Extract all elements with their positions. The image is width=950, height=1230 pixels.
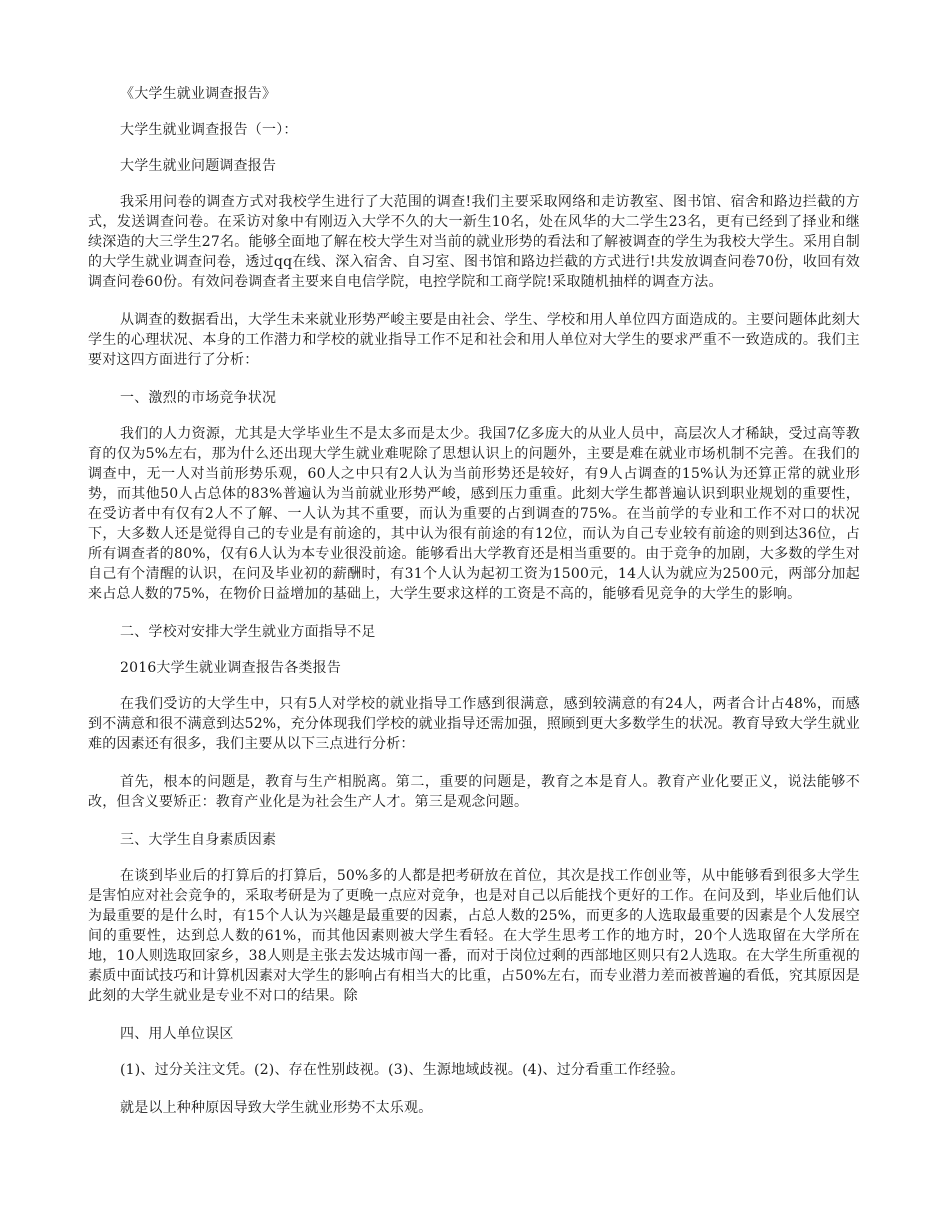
- section-2-paragraph: 在我们受访的大学生中，只有5人对学校的就业指导工作感到很满意，感到较满意的有24人，两者合计占48%，而感到不满意和很不满意到达52%，充分体现我们学校的就业指导还需加强，照顾到更大多数学生的状况。教育导致大学生就业难的因素还有很多，我们主要从以下三点进行分析：: [88, 696, 860, 752]
- section-heading-4: 四、用人单位误区: [120, 1026, 234, 1042]
- section-title: 大学生就业问题调查报告: [120, 158, 277, 174]
- overview-paragraph: 从调查的数据看出，大学生未来就业形势严峻主要是由社会、学生、学校和用人单位四方面造成的。主要问题体此刻大学生的心理状况、本身的工作潜力和学校的就业指导工作不足和社会和用人单位对大学生的要求严重不一致造成的。我们主要对这四方面进行了分析：: [88, 312, 860, 368]
- conclusion-paragraph: 就是以上种种原因导致大学生就业形势不太乐观。: [120, 1100, 433, 1116]
- section-3-paragraph: 在谈到毕业后的打算后的打算后，50%多的人都是把考研放在首位，其次是找工作创业等，从中能够看到很多大学生是害怕应对社会竞争的，采取考研是为了更晚一点应对竞争，也是对自己以后能找个更好的工作。在问及到，毕业后他们认为最重要的是什么时，有15个人认为兴趣是最重要的因素，占总人数的25%，而更多的人选取最重要的因素是个人发展空间的重要性，达到总人数的61%，而其他因素则被大学生看轻。在大学生思考工作的地方时，20个人选取留在大学所在地，10人则选取回家乡，38人则是主张去发达城市闯一番，而对于岗位过剩的西部地区则只有2人选取。在大学生所重视的素质中面试技巧和计算机因素对大学生的影响占有相当大的比重，占50%左右，而专业潜力差而被普遍的看低，究其原因是此刻的大学生就业是专业不对口的结果。除: [88, 868, 860, 1004]
- document-title: 《大学生就业调查报告》: [120, 86, 277, 102]
- section-2-analysis: 首先，根本的问题是，教育与生产相脱离。第二，重要的问题是，教育之本是育人。教育产业化要正义，说法能够不改，但含义要矫正：教育产业化是为社会生产人才。第三是观念问题。: [88, 774, 860, 810]
- intro-paragraph: 我采用问卷的调查方式对我校学生进行了大范围的调查!我们主要采取网络和走访教室、图书馆、宿舍和路边拦截的方式，发送调查问卷。在采访对象中有刚迈入大学不久的大一新生10名，处在风华的大二学生23名，更有已经到了择业和继续深造的大三学生27名。能够全面地了解在校大学生对当前的就业形势的看法和了解被调查的学生为我校大学生。采用自制的大学生就业调查问卷，透过qq在线、深入宿舍、自习室、图书馆和路边拦截的方式进行!共发放调查问卷70份，收回有效调查问卷60份。有效问卷调查者主要来自电信学院，电控学院和工商学院!采取随机抽样的调查方法。: [88, 194, 860, 290]
- section-heading-2: 二、学校对安排大学生就业方面指导不足: [120, 624, 376, 640]
- section-4-list: (1)、过分关注文凭。(2)、存在性别歧视。(3)、生源地域歧视。(4)、过分看重工作经验。: [120, 1062, 685, 1078]
- section-1-paragraph: 我们的人力资源，尤其是大学毕业生不是太多而是太少。我国7亿多庞大的从业人员中，高层次人才稀缺，受过高等教育的仅为5%左右，那为什么还出现大学生就业难呢除了思想认识上的问题外，主要是难在就业市场机制不完善。在我们的调查中，无一人对当前形势乐观，60人之中只有2人认为当前形势还是较好，有9人占调查的15%认为还算正常的就业形势，而其他50人占总体的83%普遍认为当前就业形势严峻，感到压力重重。此刻大学生都普遍认识到职业规划的重要性，在受访者中有仅有2人不了解、一人认为其不重要，而认为重要的占到调查的75%。在当前学的专业和工作不对口的状况下，大多数人还是觉得自己的专业是有前途的，其中认为很有前途的有12位，而认为自己专业较有前途的则到达36位，占所有调查者的80%，仅有6人认为本专业很没前途。能够看出大学教育还是相当重要的。由于竞争的加剧，大多数的学生对自己有个清醒的认识，在问及毕业初的薪酬时，有31个人认为起初工资为1500元，14人认为就应为2500元，两部分加起来占总人数的75%，在物价日益增加的基础上，大学生要求这样的工资是不高的，能够看见竞争的大学生的影响。: [88, 426, 860, 602]
- document-subtitle: 大学生就业调查报告（一）：: [120, 122, 298, 138]
- section-heading-1: 一、激烈的市场竞争状况: [120, 390, 277, 406]
- section-heading-2b: 2016大学生就业调查报告各类报告: [120, 660, 342, 676]
- document-page: [88, 84, 860, 1136]
- section-heading-3: 三、大学生自身素质因素: [120, 832, 277, 848]
